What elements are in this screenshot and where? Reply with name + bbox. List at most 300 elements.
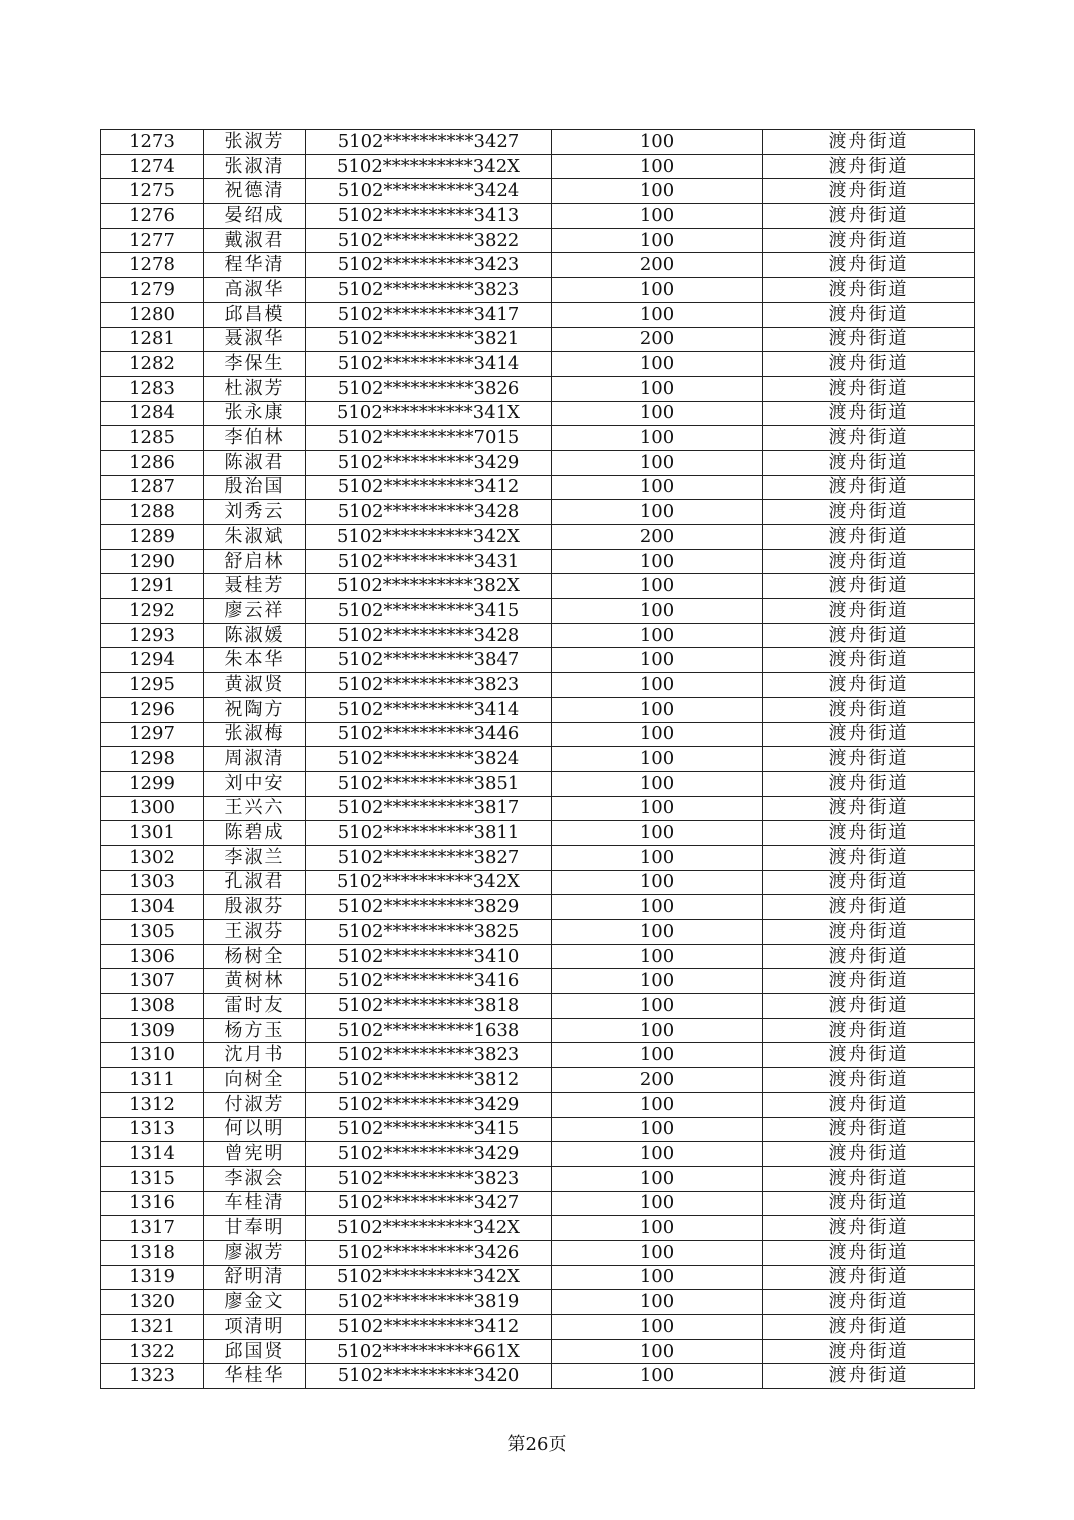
table-row xyxy=(101,747,975,772)
area-name: 渡舟街道 xyxy=(763,994,975,1019)
row-number: 1273 xyxy=(101,130,204,155)
table-row xyxy=(101,525,975,550)
area-name: 渡舟街道 xyxy=(763,845,975,870)
table-row xyxy=(101,574,975,599)
person-name: 雷时友 xyxy=(204,994,306,1019)
area-name: 渡舟街道 xyxy=(763,154,975,179)
id-number: 5102**********3428 xyxy=(306,500,552,525)
area-name: 渡舟街道 xyxy=(763,549,975,574)
row-number: 1295 xyxy=(101,673,204,698)
amount: 100 xyxy=(552,1364,763,1389)
area-name: 渡舟街道 xyxy=(763,796,975,821)
row-number: 1293 xyxy=(101,623,204,648)
row-number: 1323 xyxy=(101,1364,204,1389)
area-name: 渡舟街道 xyxy=(763,1339,975,1364)
amount: 100 xyxy=(552,1290,763,1315)
id-number: 5102**********3823 xyxy=(306,278,552,303)
id-number: 5102**********3811 xyxy=(306,821,552,846)
row-number: 1298 xyxy=(101,747,204,772)
table-row xyxy=(101,1068,975,1093)
table-row xyxy=(101,376,975,401)
amount: 100 xyxy=(552,228,763,253)
person-name: 甘奉明 xyxy=(204,1216,306,1241)
person-name: 陈淑君 xyxy=(204,450,306,475)
id-number: 5102**********3426 xyxy=(306,1240,552,1265)
amount: 100 xyxy=(552,1092,763,1117)
area-name: 渡舟街道 xyxy=(763,747,975,772)
person-name: 张淑梅 xyxy=(204,722,306,747)
id-number: 5102**********3428 xyxy=(306,623,552,648)
person-name: 刘中安 xyxy=(204,771,306,796)
id-number: 5102**********3424 xyxy=(306,179,552,204)
id-number: 5102**********3847 xyxy=(306,648,552,673)
person-name: 晏绍成 xyxy=(204,204,306,229)
table-row xyxy=(101,796,975,821)
amount: 100 xyxy=(552,154,763,179)
area-name: 渡舟街道 xyxy=(763,1117,975,1142)
table-row xyxy=(101,179,975,204)
area-name: 渡舟街道 xyxy=(763,302,975,327)
table-row xyxy=(101,697,975,722)
person-name: 王淑芬 xyxy=(204,920,306,945)
person-name: 程华清 xyxy=(204,253,306,278)
id-number: 5102**********3819 xyxy=(306,1290,552,1315)
person-name: 付淑芳 xyxy=(204,1092,306,1117)
row-number: 1274 xyxy=(101,154,204,179)
person-name: 张淑芳 xyxy=(204,130,306,155)
area-name: 渡舟街道 xyxy=(763,1191,975,1216)
id-number: 5102**********3824 xyxy=(306,747,552,772)
amount: 200 xyxy=(552,1068,763,1093)
row-number: 1300 xyxy=(101,796,204,821)
row-number: 1301 xyxy=(101,821,204,846)
table-row xyxy=(101,549,975,574)
row-number: 1319 xyxy=(101,1265,204,1290)
id-number: 5102**********3851 xyxy=(306,771,552,796)
table-row xyxy=(101,1191,975,1216)
table-row xyxy=(101,1339,975,1364)
area-name: 渡舟街道 xyxy=(763,623,975,648)
table-row xyxy=(101,1043,975,1068)
person-name: 邱国贤 xyxy=(204,1339,306,1364)
amount: 100 xyxy=(552,845,763,870)
amount: 100 xyxy=(552,401,763,426)
area-name: 渡舟街道 xyxy=(763,574,975,599)
table-row xyxy=(101,1240,975,1265)
amount: 100 xyxy=(552,944,763,969)
amount: 100 xyxy=(552,1265,763,1290)
person-name: 周淑清 xyxy=(204,747,306,772)
row-number: 1286 xyxy=(101,450,204,475)
amount: 100 xyxy=(552,130,763,155)
table-row xyxy=(101,426,975,451)
area-name: 渡舟街道 xyxy=(763,401,975,426)
row-number: 1309 xyxy=(101,1018,204,1043)
person-name: 项清明 xyxy=(204,1315,306,1340)
table-row xyxy=(101,870,975,895)
area-name: 渡舟街道 xyxy=(763,1068,975,1093)
row-number: 1305 xyxy=(101,920,204,945)
area-name: 渡舟街道 xyxy=(763,673,975,698)
table-row xyxy=(101,204,975,229)
table-row xyxy=(101,944,975,969)
subsidy-table xyxy=(100,129,975,1389)
amount: 100 xyxy=(552,426,763,451)
person-name: 廖金文 xyxy=(204,1290,306,1315)
person-name: 舒明清 xyxy=(204,1265,306,1290)
person-name: 李伯林 xyxy=(204,426,306,451)
area-name: 渡舟街道 xyxy=(763,253,975,278)
area-name: 渡舟街道 xyxy=(763,1043,975,1068)
person-name: 张淑清 xyxy=(204,154,306,179)
row-number: 1316 xyxy=(101,1191,204,1216)
table-row xyxy=(101,1018,975,1043)
person-name: 朱淑斌 xyxy=(204,525,306,550)
amount: 100 xyxy=(552,1240,763,1265)
amount: 200 xyxy=(552,327,763,352)
amount: 100 xyxy=(552,475,763,500)
area-name: 渡舟街道 xyxy=(763,969,975,994)
id-number: 5102**********3829 xyxy=(306,895,552,920)
table-row xyxy=(101,1142,975,1167)
area-name: 渡舟街道 xyxy=(763,1092,975,1117)
person-name: 朱本华 xyxy=(204,648,306,673)
table-row xyxy=(101,1290,975,1315)
row-number: 1283 xyxy=(101,376,204,401)
amount: 100 xyxy=(552,994,763,1019)
id-number: 5102**********7015 xyxy=(306,426,552,451)
table-row xyxy=(101,1092,975,1117)
id-number: 5102**********3823 xyxy=(306,1166,552,1191)
id-number: 5102**********342X xyxy=(306,1216,552,1241)
row-number: 1299 xyxy=(101,771,204,796)
person-name: 祝陶方 xyxy=(204,697,306,722)
row-number: 1284 xyxy=(101,401,204,426)
person-name: 聂桂芳 xyxy=(204,574,306,599)
area-name: 渡舟街道 xyxy=(763,1265,975,1290)
amount: 100 xyxy=(552,1018,763,1043)
row-number: 1302 xyxy=(101,845,204,870)
person-name: 李淑会 xyxy=(204,1166,306,1191)
table-row xyxy=(101,401,975,426)
id-number: 5102**********3415 xyxy=(306,599,552,624)
person-name: 杜淑芳 xyxy=(204,376,306,401)
area-name: 渡舟街道 xyxy=(763,204,975,229)
row-number: 1279 xyxy=(101,278,204,303)
row-number: 1290 xyxy=(101,549,204,574)
id-number: 5102**********3427 xyxy=(306,130,552,155)
id-number: 5102**********3822 xyxy=(306,228,552,253)
row-number: 1320 xyxy=(101,1290,204,1315)
amount: 100 xyxy=(552,747,763,772)
amount: 100 xyxy=(552,969,763,994)
area-name: 渡舟街道 xyxy=(763,376,975,401)
id-number: 5102**********3821 xyxy=(306,327,552,352)
id-number: 5102**********3446 xyxy=(306,722,552,747)
id-number: 5102**********342X xyxy=(306,870,552,895)
person-name: 邱昌模 xyxy=(204,302,306,327)
amount: 100 xyxy=(552,697,763,722)
table-row xyxy=(101,278,975,303)
area-name: 渡舟街道 xyxy=(763,179,975,204)
amount: 100 xyxy=(552,574,763,599)
person-name: 刘秀云 xyxy=(204,500,306,525)
row-number: 1311 xyxy=(101,1068,204,1093)
amount: 100 xyxy=(552,179,763,204)
table-row xyxy=(101,302,975,327)
id-number: 5102**********3414 xyxy=(306,697,552,722)
amount: 200 xyxy=(552,253,763,278)
person-name: 陈淑媛 xyxy=(204,623,306,648)
table-row xyxy=(101,1216,975,1241)
id-number: 5102**********3413 xyxy=(306,204,552,229)
id-number: 5102**********3423 xyxy=(306,253,552,278)
person-name: 车桂清 xyxy=(204,1191,306,1216)
id-number: 5102**********3429 xyxy=(306,450,552,475)
row-number: 1294 xyxy=(101,648,204,673)
amount: 100 xyxy=(552,920,763,945)
area-name: 渡舟街道 xyxy=(763,450,975,475)
table-row xyxy=(101,1166,975,1191)
amount: 100 xyxy=(552,302,763,327)
table-row xyxy=(101,673,975,698)
area-name: 渡舟街道 xyxy=(763,1018,975,1043)
person-name: 聂淑华 xyxy=(204,327,306,352)
id-number: 5102**********3812 xyxy=(306,1068,552,1093)
person-name: 高淑华 xyxy=(204,278,306,303)
table-row xyxy=(101,1265,975,1290)
person-name: 殷淑芬 xyxy=(204,895,306,920)
area-name: 渡舟街道 xyxy=(763,599,975,624)
person-name: 沈月书 xyxy=(204,1043,306,1068)
row-number: 1280 xyxy=(101,302,204,327)
id-number: 5102**********3410 xyxy=(306,944,552,969)
amount: 100 xyxy=(552,821,763,846)
amount: 100 xyxy=(552,1191,763,1216)
row-number: 1296 xyxy=(101,697,204,722)
person-name: 孔淑君 xyxy=(204,870,306,895)
id-number: 5102**********3817 xyxy=(306,796,552,821)
table-row xyxy=(101,895,975,920)
person-name: 廖云祥 xyxy=(204,599,306,624)
id-number: 5102**********1638 xyxy=(306,1018,552,1043)
id-number: 5102**********3429 xyxy=(306,1142,552,1167)
amount: 100 xyxy=(552,500,763,525)
id-number: 5102**********3427 xyxy=(306,1191,552,1216)
id-number: 5102**********3825 xyxy=(306,920,552,945)
area-name: 渡舟街道 xyxy=(763,771,975,796)
amount: 100 xyxy=(552,549,763,574)
id-number: 5102**********3826 xyxy=(306,376,552,401)
row-number: 1282 xyxy=(101,352,204,377)
id-number: 5102**********382X xyxy=(306,574,552,599)
table-row xyxy=(101,821,975,846)
row-number: 1314 xyxy=(101,1142,204,1167)
area-name: 渡舟街道 xyxy=(763,944,975,969)
amount: 100 xyxy=(552,376,763,401)
row-number: 1321 xyxy=(101,1315,204,1340)
person-name: 黄淑贤 xyxy=(204,673,306,698)
id-number: 5102**********3414 xyxy=(306,352,552,377)
amount: 100 xyxy=(552,722,763,747)
row-number: 1292 xyxy=(101,599,204,624)
row-number: 1310 xyxy=(101,1043,204,1068)
amount: 100 xyxy=(552,1117,763,1142)
id-number: 5102**********3827 xyxy=(306,845,552,870)
area-name: 渡舟街道 xyxy=(763,648,975,673)
row-number: 1291 xyxy=(101,574,204,599)
area-name: 渡舟街道 xyxy=(763,895,975,920)
id-number: 5102**********3417 xyxy=(306,302,552,327)
table-row xyxy=(101,920,975,945)
person-name: 舒启林 xyxy=(204,549,306,574)
amount: 100 xyxy=(552,278,763,303)
amount: 100 xyxy=(552,1166,763,1191)
area-name: 渡舟街道 xyxy=(763,722,975,747)
table-row xyxy=(101,599,975,624)
table-row xyxy=(101,994,975,1019)
table-row xyxy=(101,623,975,648)
row-number: 1304 xyxy=(101,895,204,920)
person-name: 王兴六 xyxy=(204,796,306,821)
amount: 100 xyxy=(552,1043,763,1068)
person-name: 张永康 xyxy=(204,401,306,426)
person-name: 杨方玉 xyxy=(204,1018,306,1043)
area-name: 渡舟街道 xyxy=(763,870,975,895)
table-row xyxy=(101,771,975,796)
row-number: 1312 xyxy=(101,1092,204,1117)
amount: 100 xyxy=(552,771,763,796)
amount: 100 xyxy=(552,450,763,475)
id-number: 5102**********3415 xyxy=(306,1117,552,1142)
table-row xyxy=(101,1364,975,1389)
row-number: 1289 xyxy=(101,525,204,550)
id-number: 5102**********3431 xyxy=(306,549,552,574)
person-name: 李保生 xyxy=(204,352,306,377)
area-name: 渡舟街道 xyxy=(763,821,975,846)
table-row xyxy=(101,969,975,994)
area-name: 渡舟街道 xyxy=(763,1364,975,1389)
id-number: 5102**********341X xyxy=(306,401,552,426)
id-number: 5102**********3429 xyxy=(306,1092,552,1117)
table-body xyxy=(101,130,975,1389)
person-name: 陈碧成 xyxy=(204,821,306,846)
amount: 100 xyxy=(552,352,763,377)
area-name: 渡舟街道 xyxy=(763,130,975,155)
person-name: 向树全 xyxy=(204,1068,306,1093)
area-name: 渡舟街道 xyxy=(763,475,975,500)
person-name: 廖淑芳 xyxy=(204,1240,306,1265)
id-number: 5102**********3818 xyxy=(306,994,552,1019)
person-name: 殷治国 xyxy=(204,475,306,500)
area-name: 渡舟街道 xyxy=(763,1240,975,1265)
area-name: 渡舟街道 xyxy=(763,1216,975,1241)
area-name: 渡舟街道 xyxy=(763,1315,975,1340)
row-number: 1276 xyxy=(101,204,204,229)
row-number: 1306 xyxy=(101,944,204,969)
amount: 100 xyxy=(552,204,763,229)
row-number: 1287 xyxy=(101,475,204,500)
row-number: 1308 xyxy=(101,994,204,1019)
table-row xyxy=(101,648,975,673)
id-number: 5102**********342X xyxy=(306,154,552,179)
table-row xyxy=(101,845,975,870)
id-number: 5102**********3420 xyxy=(306,1364,552,1389)
area-name: 渡舟街道 xyxy=(763,1166,975,1191)
id-number: 5102**********661X xyxy=(306,1339,552,1364)
row-number: 1322 xyxy=(101,1339,204,1364)
table-row xyxy=(101,352,975,377)
id-number: 5102**********342X xyxy=(306,1265,552,1290)
id-number: 5102**********3412 xyxy=(306,475,552,500)
amount: 100 xyxy=(552,1142,763,1167)
row-number: 1288 xyxy=(101,500,204,525)
id-number: 5102**********3823 xyxy=(306,1043,552,1068)
area-name: 渡舟街道 xyxy=(763,500,975,525)
amount: 200 xyxy=(552,525,763,550)
person-name: 曾宪明 xyxy=(204,1142,306,1167)
person-name: 黄树林 xyxy=(204,969,306,994)
row-number: 1313 xyxy=(101,1117,204,1142)
table-row xyxy=(101,253,975,278)
person-name: 戴淑君 xyxy=(204,228,306,253)
row-number: 1285 xyxy=(101,426,204,451)
row-number: 1281 xyxy=(101,327,204,352)
area-name: 渡舟街道 xyxy=(763,697,975,722)
id-number: 5102**********342X xyxy=(306,525,552,550)
area-name: 渡舟街道 xyxy=(763,327,975,352)
person-name: 华桂华 xyxy=(204,1364,306,1389)
person-name: 何以明 xyxy=(204,1117,306,1142)
id-number: 5102**********3823 xyxy=(306,673,552,698)
id-number: 5102**********3412 xyxy=(306,1315,552,1340)
amount: 100 xyxy=(552,673,763,698)
row-number: 1317 xyxy=(101,1216,204,1241)
area-name: 渡舟街道 xyxy=(763,920,975,945)
amount: 100 xyxy=(552,648,763,673)
row-number: 1307 xyxy=(101,969,204,994)
row-number: 1275 xyxy=(101,179,204,204)
amount: 100 xyxy=(552,870,763,895)
table-row xyxy=(101,500,975,525)
area-name: 渡舟街道 xyxy=(763,426,975,451)
amount: 100 xyxy=(552,1216,763,1241)
table-row xyxy=(101,228,975,253)
area-name: 渡舟街道 xyxy=(763,228,975,253)
page-number: 第26页 xyxy=(507,1434,567,1455)
amount: 100 xyxy=(552,1315,763,1340)
area-name: 渡舟街道 xyxy=(763,525,975,550)
row-number: 1315 xyxy=(101,1166,204,1191)
person-name: 杨树全 xyxy=(204,944,306,969)
row-number: 1318 xyxy=(101,1240,204,1265)
person-name: 祝德清 xyxy=(204,179,306,204)
area-name: 渡舟街道 xyxy=(763,352,975,377)
area-name: 渡舟街道 xyxy=(763,1142,975,1167)
table-row xyxy=(101,130,975,155)
row-number: 1278 xyxy=(101,253,204,278)
amount: 100 xyxy=(552,1339,763,1364)
table-row xyxy=(101,154,975,179)
id-number: 5102**********3416 xyxy=(306,969,552,994)
table-row xyxy=(101,475,975,500)
amount: 100 xyxy=(552,623,763,648)
row-number: 1277 xyxy=(101,228,204,253)
amount: 100 xyxy=(552,796,763,821)
table-row xyxy=(101,722,975,747)
row-number: 1303 xyxy=(101,870,204,895)
table-row xyxy=(101,450,975,475)
